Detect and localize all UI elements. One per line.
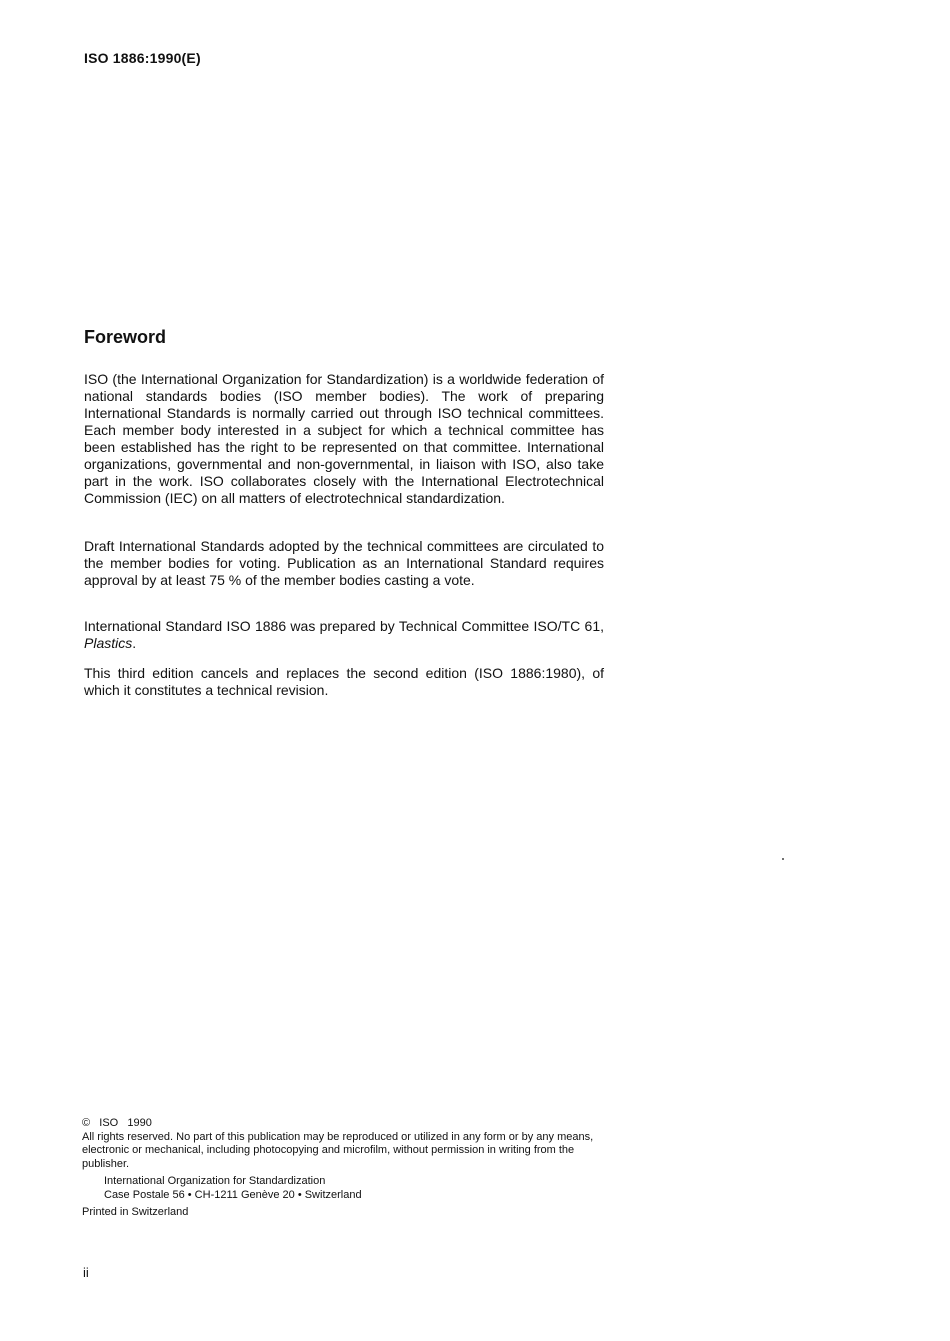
copyright-icon: © [82, 1117, 91, 1129]
copyright-owner: ISO [99, 1117, 119, 1129]
section-title: Foreword [84, 327, 167, 347]
foreword-paragraph-4: This third edition cancels and replaces the second edition (ISO 1886:1980), of which it constitutes a technical revision. [84, 665, 604, 698]
copyright-line [82, 1117, 612, 1131]
publisher-address [104, 1175, 612, 1202]
org-address: Case Postale 56 • CH-1211 Genève 20 • Switzerland [104, 1188, 362, 1201]
copyright-year: 1990 [127, 1117, 152, 1129]
scan-speck [782, 858, 784, 860]
paragraph-3-end: . [132, 635, 137, 651]
foreword-paragraph-2: Draft International Standards adopted by the technical committees are circulated to the member bodies for voting. Publication as an International Standard requires approval by at least 75 % of the member bodies casting a vote. [84, 538, 604, 588]
copyright-block [82, 1117, 612, 1220]
rights-statement: All rights reserved. No part of this publication may be reproduced or utilized in any form or by any means, electronic or mechanical, including photocopying and microfilm, without permission in writing from the publisher. [82, 1130, 594, 1170]
paragraph-3-text: International Standard ISO 1886 was prepared by Technical Committee ISO/TC 61, [84, 618, 604, 634]
document-id: ISO 1886:1990(E) [84, 50, 201, 66]
committee-name: Plastics [84, 635, 133, 651]
foreword-paragraph-1: ISO (the International Organization for Standardization) is a worldwide federation of national standards bodies (ISO member bodies). The work of preparing International Standards is normally carried out through ISO technical committees. Each member body interested in a subject for which a technical committee has been established has the right to be represented on that committee. International organizations, governmental and non-governmental, in liaison with ISO, also take part in the work. ISO collaborates closely with the International Electrotechnical Commission (IEC) on all matters of electrotechnical standardization. [84, 371, 604, 506]
foreword-paragraph-3 [84, 618, 604, 652]
page-number: ii [83, 1265, 89, 1280]
printed-in: Printed in Switzerland [82, 1206, 189, 1218]
org-name: International Organization for Standardization [104, 1175, 326, 1187]
